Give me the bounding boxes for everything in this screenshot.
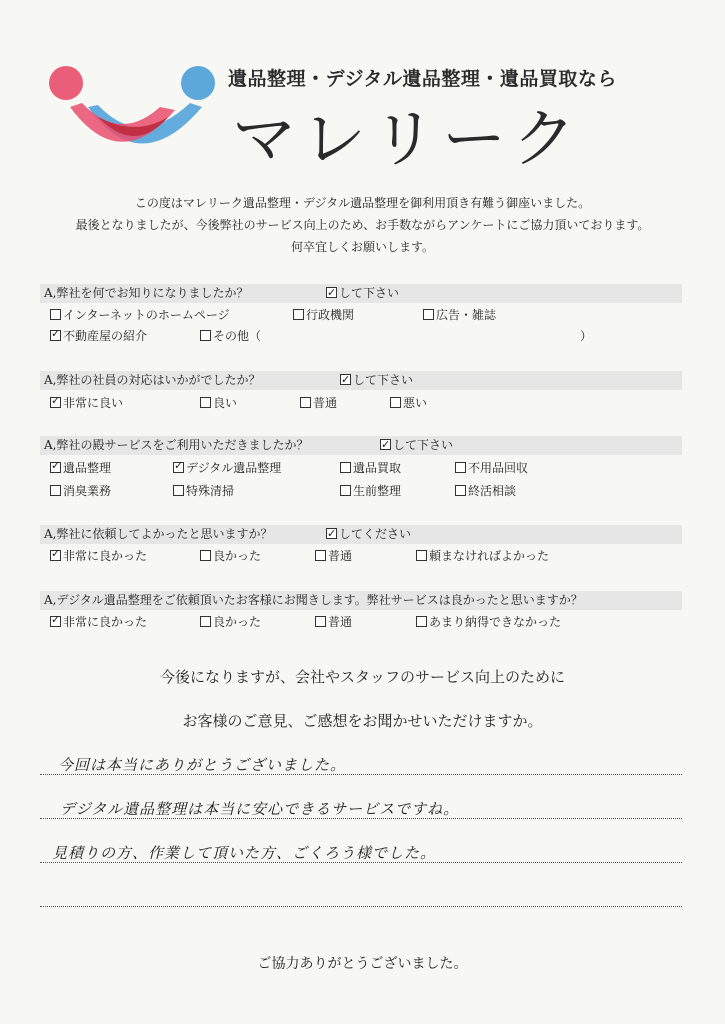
checkbox[interactable] (200, 550, 211, 561)
option-bad[interactable]: 悪い (390, 395, 427, 411)
option-real-estate[interactable]: ✓不動産屋の紹介 (50, 328, 147, 344)
brand-name: マレリーク (232, 103, 582, 177)
option-government[interactable]: 行政機関 (293, 307, 354, 323)
intro-text (0, 192, 725, 258)
checkbox[interactable] (50, 485, 61, 496)
intro-line: この度はマレリーク遺品整理・デジタル遺品整理を御利用頂き有難う御座いました。 (134, 196, 591, 210)
question-1 (40, 284, 682, 303)
option-ihin-seiri[interactable]: ✓遺品整理 (50, 460, 111, 476)
thanks-message: ご協力ありがとうございました。 (257, 956, 468, 972)
comment-line[interactable]: 見積りの方、作業して頂いた方、ごくろう様でした。 (52, 844, 437, 862)
option-shoushu[interactable]: 消臭業務 (50, 483, 111, 499)
option-satisfied[interactable]: 良かった (200, 548, 261, 564)
comment-divider (40, 906, 682, 907)
checkbox[interactable] (300, 397, 311, 408)
checkbox[interactable] (340, 485, 351, 496)
checkbox[interactable] (315, 616, 326, 627)
question-text: A,デジタル遺品整理をご依頼頂いたお客様にお聞きします。弊社サービスは良かったと思いますか？ (44, 593, 583, 607)
option-tokushu[interactable]: 特殊清掃 (173, 483, 234, 499)
logo-pink-dot (49, 66, 83, 100)
checkbox-checked[interactable] (50, 462, 61, 473)
checkbox[interactable] (416, 550, 427, 561)
checkbox[interactable] (390, 397, 401, 408)
option-good[interactable]: 良い (200, 395, 237, 411)
closing-question-line: お客様のご意見、ご感想をお聞かせいただけますか。 (182, 712, 543, 730)
option-normal[interactable]: 普通 (300, 395, 337, 411)
option-digital-ihin[interactable]: ✓ デジタル遺品整理 (173, 460, 281, 476)
checkbox[interactable] (340, 462, 351, 473)
comment-divider (40, 818, 682, 819)
checkbox-icon (326, 528, 337, 539)
closing-question-line: 今後になりますが、会社やスタッフのサービス向上のために (159, 668, 565, 686)
option-ihin-kaitori[interactable]: 遺品買取 (340, 460, 401, 476)
logo-blue-dot (181, 66, 215, 100)
option-unconvinced[interactable]: あまり納得できなかった (416, 614, 561, 630)
checkbox-checked[interactable] (50, 616, 61, 627)
tagline: 遺品整理・デジタル遺品整理・遺品買取なら (228, 68, 617, 90)
checkbox[interactable] (423, 309, 434, 320)
checkbox[interactable] (200, 330, 211, 341)
checkbox[interactable] (416, 616, 427, 627)
intro-line: 最後となりましたが、今後弊社のサービス向上のため、お手数ながらアンケートにご協力頂いております。 (75, 218, 650, 232)
question-4 (40, 525, 682, 544)
checkbox[interactable] (315, 550, 326, 561)
comment-divider (40, 774, 682, 775)
question-hint: ✓ して下さい (380, 436, 453, 455)
checkbox[interactable] (200, 616, 211, 627)
option-fuyouhin[interactable]: 不用品回収 (455, 460, 528, 476)
option-advertising[interactable]: 広告・雑誌 (423, 307, 496, 323)
checkbox[interactable] (50, 309, 61, 320)
checkbox-checked[interactable] (173, 462, 184, 473)
checkbox-checked[interactable] (50, 550, 61, 561)
checkbox-icon (380, 439, 391, 450)
question-text: A,弊社の殿サービスをご利用いただきましたか？ (44, 438, 309, 452)
checkbox[interactable] (455, 485, 466, 496)
comment-line[interactable]: デジタル遺品整理は本当に安心できるサービスですね。 (60, 800, 460, 818)
question-2 (40, 371, 682, 390)
logo-mark (40, 55, 230, 160)
option-very-good[interactable]: ✓非常に良い (50, 395, 123, 411)
intro-line: 何卒宜しくお願いします。 (290, 240, 435, 254)
question-text: A,弊社の社員の対応はいかがでしたか？ (44, 373, 261, 387)
question-3 (40, 436, 682, 455)
checkbox[interactable] (293, 309, 304, 320)
checkbox[interactable] (200, 397, 211, 408)
option-internet[interactable]: インターネットのホームページ (50, 307, 230, 323)
option-average[interactable]: 普通 (315, 548, 352, 564)
comment-line[interactable]: 今回は本当にありがとうございました。 (58, 756, 347, 774)
question-hint: ✓ して下さい (340, 371, 413, 390)
option-seizen[interactable]: 生前整理 (340, 483, 401, 499)
option-satisfied[interactable]: 良かった (200, 614, 261, 630)
option-very-satisfied[interactable]: ✓非常に良かった (50, 548, 147, 564)
checkbox[interactable] (173, 485, 184, 496)
checkbox-checked[interactable] (50, 397, 61, 408)
checkbox[interactable] (455, 462, 466, 473)
question-5 (40, 591, 682, 610)
checkbox-icon (340, 374, 351, 385)
option-average[interactable]: 普通 (315, 614, 352, 630)
question-hint: ✓ して下さい (326, 284, 399, 303)
checkbox-icon (326, 287, 337, 298)
option-shukatsu[interactable]: 終活相談 (455, 483, 516, 499)
option-very-satisfied[interactable]: ✓非常に良かった (50, 614, 147, 630)
option-regret[interactable]: 頼まなければよかった (416, 548, 549, 564)
question-text: A,弊社に依頼してよかったと思いますか？ (44, 527, 273, 541)
checkbox-checked[interactable] (50, 330, 61, 341)
comment-divider (40, 862, 682, 863)
option-other[interactable]: その他（ (200, 328, 261, 344)
question-hint: ✓ してください (326, 525, 411, 544)
question-text: A,弊社を何でお知りになりましたか？ (44, 286, 249, 300)
option-other-close: ） (580, 329, 593, 343)
